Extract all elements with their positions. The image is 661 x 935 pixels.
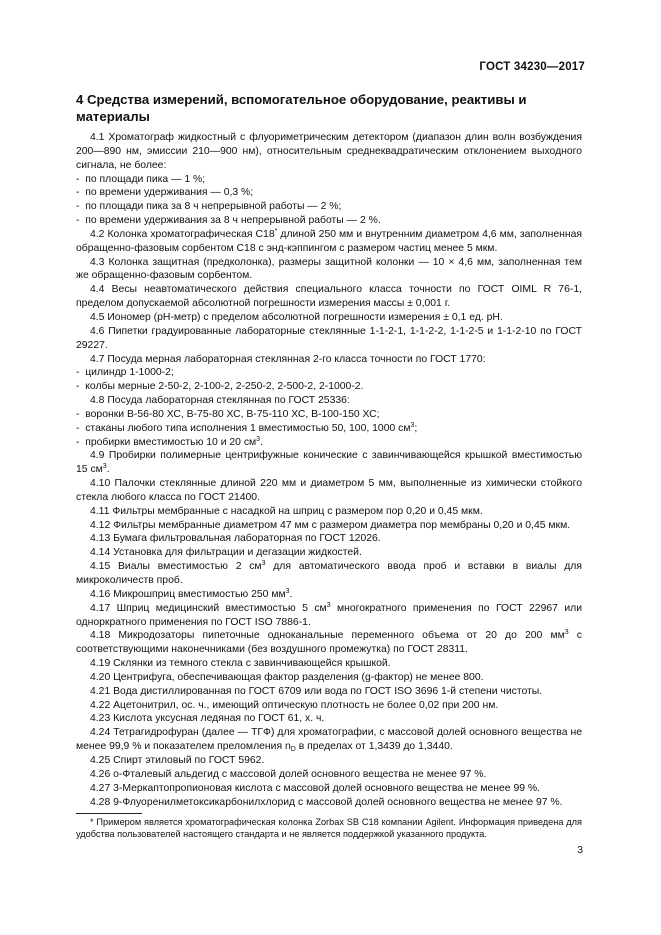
text: 4.18 Микродозаторы пипеточные одноканальные переменного объема от 20 до 200 мм (90, 630, 565, 642)
item-4-27: 4.27 3-Меркаптопропионовая кислота с массовой долей основного вещества не менее 99 %. (90, 782, 541, 794)
item-4-9 (76, 449, 582, 477)
superscript: 3 (256, 435, 261, 443)
text: . (260, 436, 263, 448)
item-4-22: 4.22 Ацетонитрил, ос. ч., имеющий оптическую плотность не более 0,02 при 200 нм. (90, 699, 499, 711)
superscript: 3 (285, 587, 290, 595)
item-4-19: 4.19 Склянки из темного стекла с завинчивающейся крышкой. (90, 658, 391, 670)
text: в пределах от 1,3439 до 1,3440. (295, 741, 453, 753)
text: 4.2 Колонка хроматографическая C18 (90, 228, 275, 240)
text: 4.15 Виалы вместимостью 2 см (90, 561, 262, 573)
text: 4.16 Микрошприц вместимостью 250 мм (90, 588, 286, 600)
list-item (76, 436, 582, 450)
item-4-6: 4.6 Пипетки градуированные лабораторные стеклянные 1-1-2-1, 1-1-2-2, 1-1-2-5 и 1-1-2-10 по ГОСТ 29227. (76, 325, 582, 351)
page-number: 3 (577, 845, 583, 856)
footnote-marker: * (274, 227, 278, 235)
text: стаканы любого типа исполнения 1 вместимостью 50, 100, 1000 см (85, 422, 411, 434)
item-4-15 (76, 560, 582, 588)
text: . (106, 464, 110, 476)
list-item: - воронки В-56-80 ХС, В-75-80 ХС, В-75-110 ХС, В-100-150 ХС; (76, 408, 582, 422)
item-4-12: 4.12 Фильтры мембранные диаметром 47 мм с размером диаметра пор мембраны 0,20 и 0,45 мкм. (90, 519, 571, 531)
text: ; (414, 422, 418, 434)
item-4-8: 4.8 Посуда лабораторная стеклянная по ГОСТ 25336: (90, 395, 350, 407)
item-4-5: 4.5 Иономер (pH-метр) с пределом абсолютной погрешности измерения ± 0,1 ед. pH. (90, 311, 503, 323)
item-4-21: 4.21 Вода дистиллированная по ГОСТ 6709 или вода по ГОСТ ISO 3696 1-й степени чистоты. (90, 685, 543, 697)
text: многократного применения по ГОСТ 22967 или одноркратного применения по ГОСТ ISO 7886-1. (76, 602, 583, 628)
item-4-24 (76, 726, 582, 754)
item-4-10: 4.10 Палочки стеклянные длиной 220 мм и диаметром 5 мм, выполненные из химически стойкого стекла любого класса по ГОСТ 21400. (76, 478, 582, 503)
item-4-17 (76, 602, 582, 630)
text: пробирки вместимостью 10 и 20 см (85, 436, 257, 448)
superscript: 3 (102, 463, 107, 471)
list-item: - по времени удерживания за 8 ч непрерывной работы — 2 %. (76, 214, 582, 228)
superscript: 3 (261, 560, 266, 568)
text: для автоматического ввода проб и вставки в виалы для микроколичеств проб. (76, 561, 582, 586)
list-item: - цилиндр 1-1000-2; (76, 366, 582, 380)
item-4-23: 4.23 Кислота уксусная ледяная по ГОСТ 61, х. ч. (90, 713, 325, 725)
superscript: 3 (326, 601, 331, 609)
footnote: * Примером является хроматографическая колонка Zorbax SB C18 компании Agilent. Информация приведена для удобства пользователей настоящего стандарта и не является поддержкой указанного продукта. (76, 817, 582, 839)
item-4-11: 4.11 Фильтры мембранные с насадкой на шприц с размером пор 0,20 и 0,45 мкм. (90, 505, 483, 517)
document-body (76, 131, 582, 809)
item-4-14: 4.14 Установка для фильтрации и дегазации жидкостей. (90, 547, 362, 559)
list-item: - колбы мерные 2-50-2, 2-100-2, 2-250-2, 2-500-2, 2-1000-2. (76, 380, 582, 394)
list-item: - по площади пика за 8 ч непрерывной работы — 2 %; (76, 200, 582, 214)
item-4-13: 4.13 Бумага фильтровальная лабораторная по ГОСТ 12026. (90, 533, 381, 545)
item-4-20: 4.20 Центрифуга, обеспечивающая фактор разделения (g-фактор) не менее 800. (90, 671, 484, 683)
item-4-18 (76, 629, 582, 657)
item-4-1: 4.1 Хроматограф жидкостный с флуориметрическим детектором (диапазон длин волн возбуждения 200—890 нм, эмиссии 210—900 нм), относительным среднеквадратическим отклонением выходного сигнала, не более: (76, 132, 582, 171)
list-item: - по времени удерживания — 0,3 %; (76, 186, 582, 200)
text: 4.24 Тетрагидрофуран (далее — ТГФ) для хроматографии, с массовой долей основного вещества не менее 99,9 % и показателем преломления n (76, 727, 582, 753)
text: . (289, 588, 293, 600)
item-4-28: 4.28 9-Флуоренилметоксикарбонилхлорид с массовой долей основного вещества не менее 97 %. (90, 796, 563, 808)
text: длиной 250 мм и внутренним диаметром 4,6 мм, заполненная обращенно-фазовым сорбентом C18 с энд-кэппингом с размером частиц менее 5 мкм. (76, 228, 583, 254)
section-title: 4 Средства измерений, вспомогательное оборудование, реактивы и материалы (76, 92, 527, 124)
item-4-3: 4.3 Колонка защитная (предколонка), размеры защитной колонки — 10 × 4,6 мм, заполненная тем же обращенно-фазовым сорбентом. (76, 256, 582, 282)
list-item: - по площади пика — 1 %; (76, 173, 582, 187)
item-4-26: 4.26 о-Фталевый альдегид с массовой долей основного вещества не менее 97 %. (90, 768, 487, 780)
list-item (76, 422, 582, 436)
text: 4.9 Пробирки полимерные центрифужные конические с завинчивающейся крышкой вместимостью 15 см (76, 450, 582, 476)
superscript: 3 (564, 629, 569, 637)
item-4-2 (76, 228, 582, 256)
text: 4.17 Шприц медицинский вместимостью 5 см (90, 602, 327, 614)
superscript: 3 (410, 421, 415, 429)
standard-header: ГОСТ 34230—2017 (479, 61, 585, 73)
footnote-divider (76, 813, 142, 814)
text: с соответствующими наконечниками (без воздушного промежутка) по ГОСТ 28311. (76, 630, 582, 656)
item-4-7: 4.7 Посуда мерная лабораторная стеклянная 2-го класса точности по ГОСТ 1770: (90, 353, 486, 365)
item-4-4: 4.4 Весы неавтоматического действия специального класса точности по ГОСТ OIML R 76-1, пределом допускаемой абсолютной погрешности измерения массы ± 0,001 г. (76, 284, 582, 310)
subscript: D (290, 746, 296, 754)
item-4-25: 4.25 Спирт этиловый по ГОСТ 5962. (90, 754, 265, 766)
item-4-16 (76, 588, 582, 602)
